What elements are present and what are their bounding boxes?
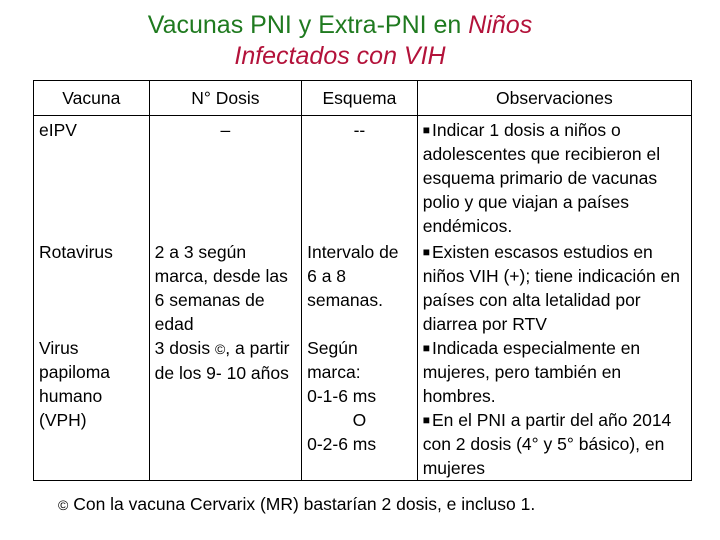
table-row — [34, 336, 692, 481]
footnote-text: Con la vacuna Cervarix (MR) bastarían 2 dosis, e incluso 1. — [73, 494, 536, 514]
esquema-line: Según marca: — [307, 338, 361, 382]
obs-item — [423, 336, 686, 408]
bullet-icon: ■ — [422, 413, 430, 427]
bullet-icon: ■ — [422, 341, 430, 355]
cell-observaciones — [417, 116, 691, 241]
header-esquema: Esquema — [302, 81, 418, 116]
obs-item — [423, 408, 686, 480]
vaccine-table — [33, 80, 692, 481]
title-highlight-1: Niños — [468, 11, 533, 39]
esquema-line: 0-1-6 ms — [307, 386, 377, 406]
esquema-line: 0-2-6 ms — [307, 434, 377, 454]
cell-vacuna: eIPV — [34, 116, 150, 241]
header-observaciones: Observaciones — [417, 81, 691, 116]
footnote — [58, 492, 535, 517]
title-normal: Vacunas PNI y Extra-PNI en — [147, 11, 469, 39]
footnote-symbol: © — [58, 497, 69, 513]
cell-esquema: -- — [302, 116, 418, 241]
table-row — [34, 240, 692, 336]
header-vacuna: Vacuna — [34, 81, 150, 116]
cell-esquema — [302, 336, 418, 481]
cell-dosis: 2 a 3 según marca, desde las 6 semanas de edad — [149, 240, 301, 336]
cell-observaciones — [417, 336, 691, 481]
cell-dosis: – — [149, 116, 301, 241]
bullet-icon: ■ — [422, 123, 430, 137]
cell-dosis — [149, 336, 301, 481]
cell-vacuna: Rotavirus — [34, 240, 150, 336]
esquema-line: O — [352, 410, 367, 430]
obs-text: Indicada especialmente en mujeres, pero también en hombres. — [422, 338, 641, 406]
table-header-row — [34, 81, 692, 116]
dosis-text: 3 dosis — [154, 338, 211, 358]
dosis-suffix: , a partir de los 9- 10 años — [154, 338, 290, 383]
page-title — [0, 10, 680, 72]
cell-vacuna: Virus papiloma humano (VPH) — [34, 336, 150, 481]
obs-text: Indicar 1 dosis a niños o adolescentes que recibieron el esquema primario de vacunas polio y que viajan a países endémicos. — [422, 120, 661, 236]
header-dosis: N° Dosis — [149, 81, 301, 116]
cell-observaciones — [417, 240, 691, 336]
footnote-marker-icon: © — [214, 341, 226, 357]
title-highlight-2: Infectados con VIH — [234, 42, 446, 70]
bullet-icon: ■ — [422, 245, 430, 259]
cell-esquema: Intervalo de 6 a 8 semanas. — [302, 240, 418, 336]
table-row — [34, 116, 692, 241]
obs-text: En el PNI a partir del año 2014 con 2 dosis (4° y 5° básico), en mujeres — [422, 410, 672, 478]
obs-text: Existen escasos estudios en niños VIH (+); tiene indicación en países con alta letalidad por diarrea por RTV — [422, 242, 681, 334]
